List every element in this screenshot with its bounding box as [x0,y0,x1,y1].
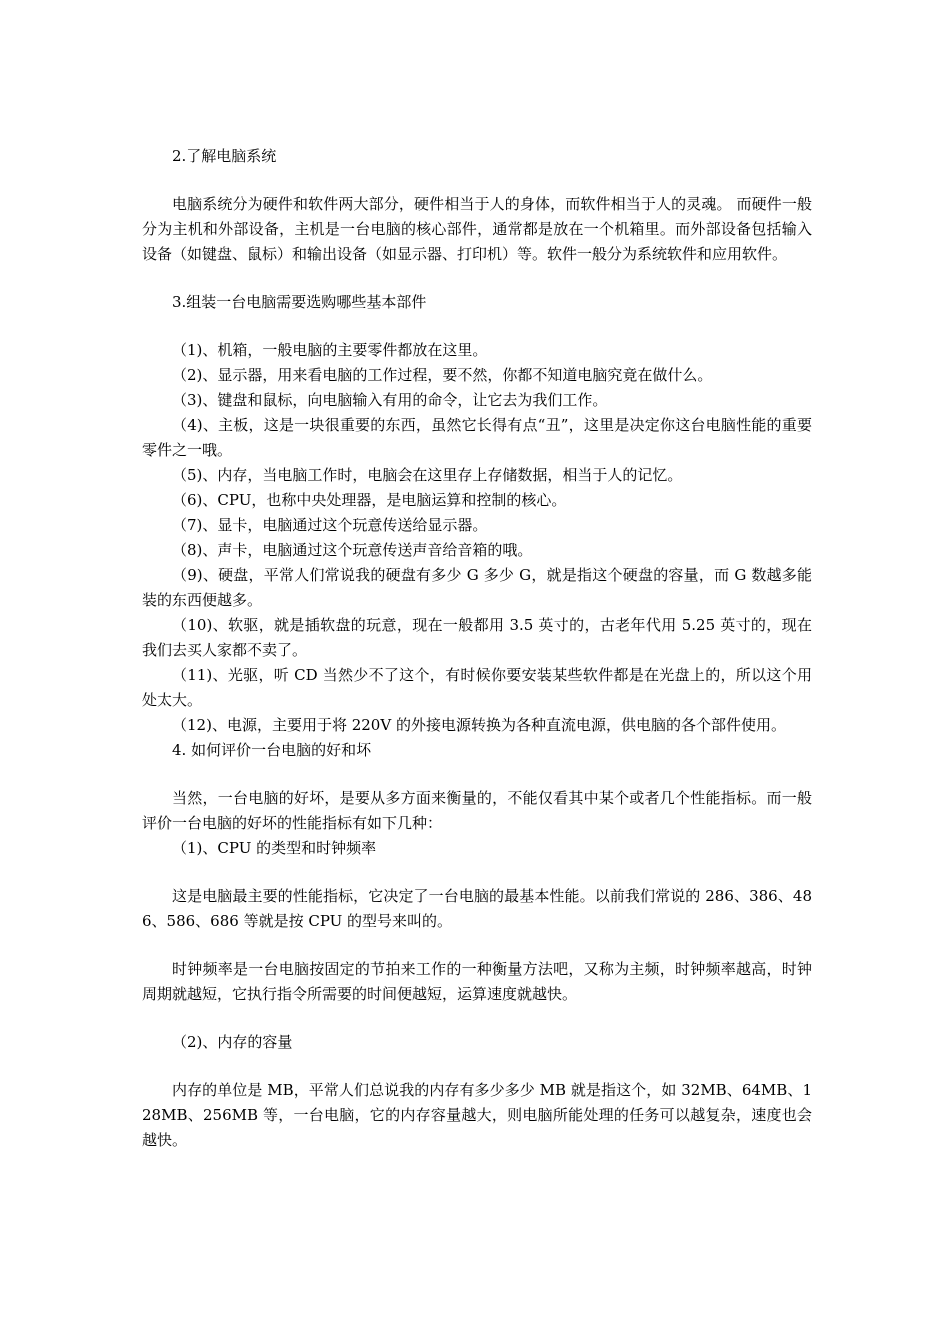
document-page [142,144,812,1153]
list-item: （2)、显示器，用来看电脑的工作过程，要不然，你都不知道电脑究竟在做什么。 [172,366,713,384]
list-item: （1)、机箱，一般电脑的主要零件都放在这里。 [172,341,488,359]
list-item: （6)、CPU，也称中央处理器，是电脑运算和控制的核心。 [172,491,567,509]
list-item: （5)、内存，当电脑工作时，电脑会在这里存上存储数据，相当于人的记忆。 [172,466,683,484]
section-heading-4: 4. 如何评价一台电脑的好和坏 [172,741,372,759]
list-item: （12)、电源，主要用于将 220V 的外接电源转换为各种直流电源，供电脑的各个部件使用。 [172,716,786,734]
subsection-title-memory: （2)、内存的容量 [172,1033,293,1051]
subsection-title-cpu: （1)、CPU 的类型和时钟频率 [172,839,377,857]
list-item: （10)、软驱，就是插软盘的玩意，现在一般都用 3.5 英寸的，古老年代用 5.25 英寸的，现在我们去买人家都不卖了。 [142,616,812,659]
memory-paragraph: 内存的单位是 MB，平常人们总说我的内存有多少多少 MB 就是指这个，如 32MB、64MB、128MB、256MB 等，一台电脑，它的内存容量越大，则电脑所能处理的任务可以越复杂，速度也会越快。 [142,1081,812,1149]
list-item: （11)、光驱，听 CD 当然少不了这个，有时候你要安装某些软件都是在光盘上的，所以这个用处太大。 [142,666,812,709]
list-item: （3)、键盘和鼠标，向电脑输入有用的命令，让它去为我们工作。 [172,391,608,409]
list-item: （7)、显卡，电脑通过这个玩意传送给显示器。 [172,516,488,534]
section-2-paragraph: 电脑系统分为硬件和软件两大部分，硬件相当于人的身体，而软件相当于人的灵魂。 而硬件一般分为主机和外部设备，主机是一台电脑的核心部件，通常都是放在一个机箱里。而外部设备包括输入设备（如键盘、鼠标）和输出设备（如显示器、打印机）等。软件一般分为系统软件和应用软件。 [142,195,812,263]
cpu-paragraph-2: 时钟频率是一台电脑按固定的节拍来工作的一种衡量方法吧，又称为主频，时钟频率越高，时钟周期就越短，它执行指令所需要的时间便越短，运算速度就越快。 [142,960,812,1003]
section-4-intro: 当然，一台电脑的好坏，是要从多方面来衡量的，不能仅看其中某个或者几个性能指标。而一般评价一台电脑的好坏的性能指标有如下几种： [142,789,812,832]
section-heading-3: 3.组装一台电脑需要选购哪些基本部件 [172,293,427,311]
list-item: （8)、声卡，电脑通过这个玩意传送声音给音箱的哦。 [172,541,533,559]
cpu-paragraph-1: 这是电脑最主要的性能指标，它决定了一台电脑的最基本性能。以前我们常说的 286、386、486、586、686 等就是按 CPU 的型号来叫的。 [142,887,812,930]
list-item: （9)、硬盘，平常人们常说我的硬盘有多少 G 多少 G，就是指这个硬盘的容量，而 G 数越多能装的东西便越多。 [142,566,812,609]
list-item: （4)、主板，这是一块很重要的东西，虽然它长得有点“丑”，这里是决定你这台电脑性能的重要零件之一哦。 [142,416,812,459]
section-heading-2: 2.了解电脑系统 [172,147,277,165]
